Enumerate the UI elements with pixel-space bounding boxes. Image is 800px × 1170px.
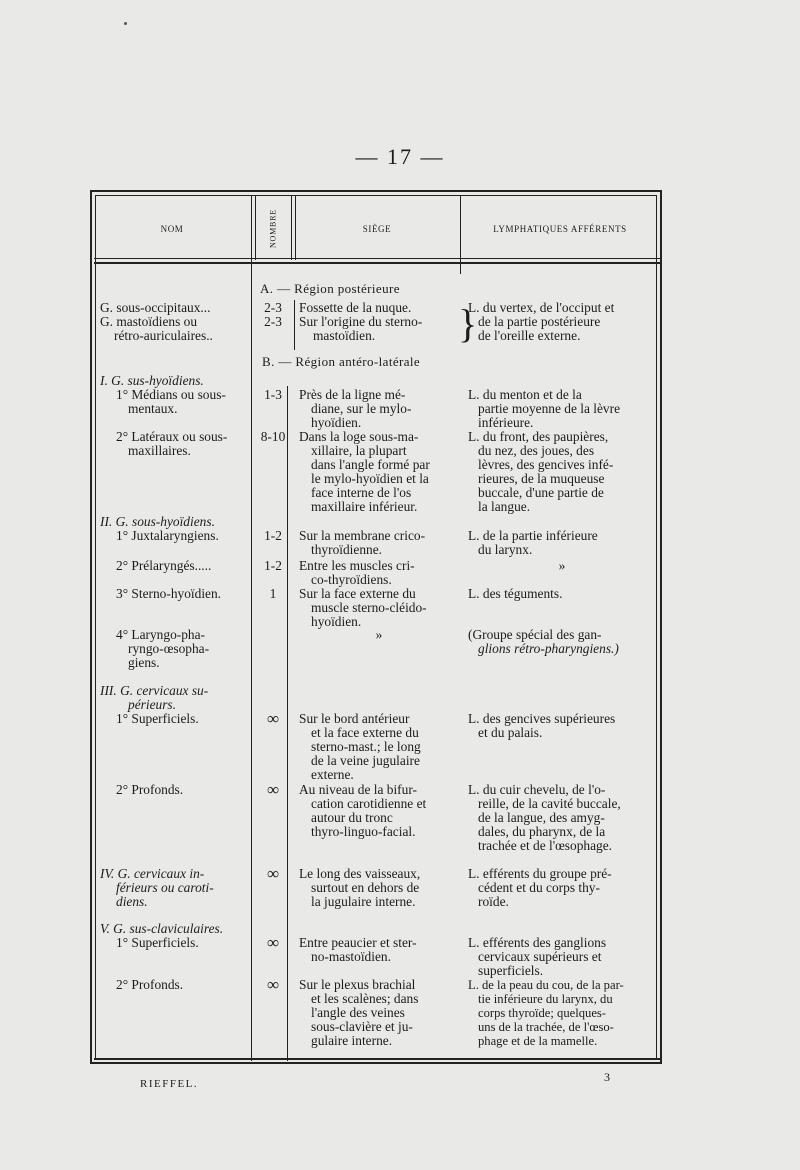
g2-r3-siege: Sur la face externe du muscle sterno-cléido- hyoïdien. — [299, 586, 427, 629]
footer-rule — [94, 1058, 660, 1060]
group-3-title: III. G. cervicaux su- périeurs. — [100, 683, 209, 712]
g4-siege: Le long des vaisseaux, surtout en dehors de la jugulaire interne. — [299, 866, 421, 909]
g4-lymph: L. efférents du groupe pré- cédent et du corps thy- roïde. — [468, 866, 612, 909]
g2-r2-nom: 2° Prélaryngés..... — [116, 558, 212, 573]
g1-r2-lymph: L. du front, des paupières, du nez, des joues, des lèvres, des gencives infé- rieures, de la muqueuse buccale, d'une partie de la langue. — [468, 429, 614, 514]
g3-r1-nom: 1° Superficiels. — [116, 711, 199, 726]
g2-r3-nom: 3° Sterno-hyoïdien. — [116, 586, 222, 601]
header-nom: NOM — [160, 224, 184, 234]
g5-r2-siege: Sur le plexus brachial et les scalènes; dans l'angle des veines sous-clavière et ju- gulaire interne. — [299, 977, 419, 1048]
g2-r1-nom: 1° Juxtalaryngiens. — [116, 528, 219, 543]
group-1-title: I. G. sus-hyoïdiens. — [100, 373, 204, 388]
group-2-title: II. G. sous-hyoïdiens. — [100, 514, 215, 529]
brace: } — [458, 301, 478, 346]
footer-signature: 3 — [604, 1070, 610, 1084]
col-rule-2 — [291, 196, 292, 260]
header-siege: SIÈGE — [362, 224, 392, 234]
g4-nombre: ∞ — [266, 864, 280, 883]
g2-r2-siege: Entre les muscles cri- co-thyroïdiens. — [299, 558, 415, 587]
g3-r1-nombre: ∞ — [266, 709, 280, 728]
page-number: — 17 — — [355, 144, 445, 169]
row-a-nombre: 2-3 2-3 — [264, 300, 282, 329]
footer-author: RIEFFEL. — [140, 1078, 199, 1090]
g2-r3-lymph: L. des téguments. — [468, 586, 563, 601]
group-5-title: V. G. sus-claviculaires. — [100, 921, 224, 936]
g5-r1-nombre: ∞ — [266, 933, 280, 952]
g1-r1-nom: 1° Médians ou sous- mentaux. — [116, 387, 226, 416]
g3-r1-siege: Sur le bord antérieur et la face externe du sterno-mast.; le long de la veine jugulaire externe. — [299, 711, 421, 782]
g3-r2-nombre: ∞ — [266, 780, 280, 799]
col-rule-1b — [255, 196, 256, 260]
region-a-title: A. — Région postérieure — [260, 281, 400, 296]
header-rule — [94, 258, 660, 259]
speck — [124, 22, 127, 25]
g5-r1-siege: Entre peaucier et ster- no-mastoïdien. — [299, 935, 417, 964]
g2-r1-nombre: 1-2 — [264, 528, 282, 543]
g2-r3-nombre: 1 — [269, 586, 277, 601]
g4-nom: IV. G. cervicaux in- férieurs ou caroti- diens. — [100, 866, 214, 909]
header-rule-double — [94, 262, 660, 264]
g1-r1-lymph: L. du menton et de la partie moyenne de la lèvre inférieure. — [468, 387, 621, 430]
g1-r2-siege: Dans la loge sous-ma- xillaire, la plupart dans l'angle formé par le mylo-hyoïdien et la face interne de l'os maxillaire inférieur. — [299, 429, 430, 514]
g5-r1-nom: 1° Superficiels. — [116, 935, 199, 950]
g5-r1-lymph: L. efférents des ganglions cervicaux supérieurs et superficiels. — [468, 935, 607, 978]
g1-r1-nombre: 1-3 — [264, 387, 282, 402]
header-lymphatiques: LYMPHATIQUES AFFÉRENTS — [493, 224, 627, 234]
header-nombre: NOMBRE — [268, 208, 278, 249]
g2-r2-lymph: » — [558, 558, 566, 573]
g2-r2-nombre: 1-2 — [264, 558, 282, 573]
g2-r1-lymph: L. de la partie inférieure du larynx. — [468, 528, 598, 557]
g1-r1-siege: Près de la ligne mé- diane, sur le mylo- hyoïdien. — [299, 387, 412, 430]
g1-r2-nombre: 8-10 — [260, 429, 286, 444]
row-a-siege: Fossette de la nuque. Sur l'origine du sterno- mastoïdien. — [299, 300, 423, 343]
g3-r2-siege: Au niveau de la bifur- cation carotidienne et autour du tronc thyro-linguo-facial. — [299, 782, 427, 839]
g2-r4-lymph: (Groupe spécial des gan- glions rétro-pharyngiens.) — [468, 627, 619, 656]
col-rule-2-a — [294, 300, 295, 350]
row-a-lymph: L. du vertex, de l'occiput et de la partie postérieure de l'oreille externe. — [468, 300, 615, 343]
g5-r2-nom: 2° Profonds. — [116, 977, 184, 992]
g3-r2-nom: 2° Profonds. — [116, 782, 184, 797]
g3-r1-lymph: L. des gencives supérieures et du palais. — [468, 711, 616, 740]
region-b-title: B. — Région antéro-latérale — [262, 354, 421, 369]
row-a-nom: G. sous-occipitaux... G. mastoïdiens ou rétro-auriculaires.. — [100, 300, 213, 343]
g5-r2-nombre: ∞ — [266, 975, 280, 994]
g1-r2-nom: 2° Latéraux ou sous- maxillaires. — [116, 429, 228, 458]
g2-r4-siege: » — [375, 627, 383, 642]
g2-r1-siege: Sur la membrane crico- thyroïdienne. — [299, 528, 426, 557]
g3-r2-lymph: L. du cuir chevelu, de l'o- reille, de la cavité buccale, de la langue, des amyg- dales, du pharynx, de la trachée et de l'œsophage. — [468, 782, 621, 853]
g2-r4-nom: 4° Laryngo-pha- ryngo-œsopha- giens. — [116, 627, 210, 670]
g5-r2-lymph: L. de la peau du cou, de la par- tie inférieure du larynx, du corps thyroïde; quelques- uns de la trachée, de l'œso- phage et de la mamelle. — [468, 978, 624, 1048]
